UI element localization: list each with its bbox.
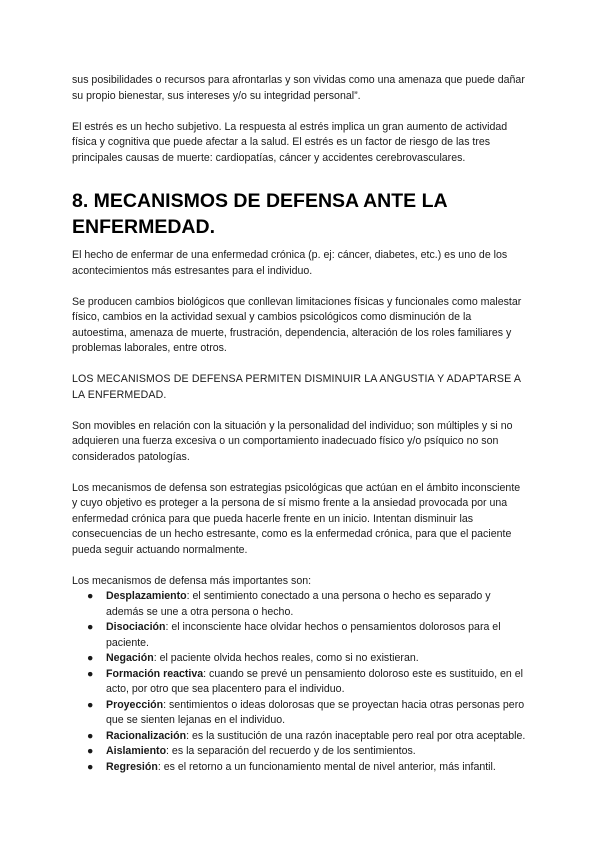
list-item	[87, 651, 528, 667]
paragraph-changes: Se producen cambios biológicos que conllevan limitaciones físicas y funcionales como malestar físico, cambios en la actividad sexual y cambios psicológicos como disminución de la autoestima, amenaza de muerte, frustración, dependencia, alteración de los roles familiares y problemas laborales, entre otros.	[72, 295, 522, 354]
paragraph-movable: Son movibles en relación con la situación y la personalidad del individuo; son múltiples y si no adquieren una fuerza excesiva o un comportamiento inadecuado físico y/o psíquico no son considerados patologías.	[72, 419, 513, 463]
paragraph-stress-definition-end: sus posibilidades o recursos para afrontarlas y son vividas como una amenaza que puede dañar su propio bienestar, sus intereses y/o su integridad personal”.	[72, 74, 525, 102]
list-item-term: Formación reactiva	[106, 667, 204, 680]
list-item	[87, 589, 528, 620]
bullet-icon: ●	[87, 760, 94, 773]
list-item-description: : cuando se prevé un pensamiento doloroso este es sustituido, en el acto, por otro que sea placentero para el individuo.	[106, 667, 523, 695]
list-intro: Los mecanismos de defensa más importantes son:	[72, 574, 312, 587]
list-item-term: Proyección	[106, 698, 164, 711]
list-item-description: : el sentimiento conectado a una persona o hecho es separado y además se une a otra persona o hecho.	[106, 590, 491, 618]
list-item-description: : es el retorno a un funcionamiento mental de nivel anterior, más infantil.	[157, 760, 496, 773]
list-item-term: Racionalización	[106, 729, 187, 742]
defense-mechanisms-list	[72, 589, 528, 775]
list-item-description: : el paciente olvida hechos reales, como si no existieran.	[153, 652, 419, 664]
bullet-icon: ●	[87, 729, 94, 742]
paragraph-stress-subjective: El estrés es un hecho subjetivo. La respuesta al estrés implica un gran aumento de actividad física y cognitiva que puede afectar a la salud. El estrés es un factor de riesgo de las tres principales causas de muerte: cardiopatías, cáncer y accidentes cerebrovasculares.	[72, 120, 508, 164]
section-heading: 8. MECANISMOS DE DEFENSA ANTE LA ENFERMEDAD.	[72, 190, 447, 238]
list-item-term: Disociación	[106, 621, 166, 633]
bullet-icon: ●	[87, 621, 94, 633]
page-content	[72, 73, 528, 775]
list-item-term: Desplazamiento	[106, 590, 187, 602]
list-item-term: Negación	[106, 652, 154, 664]
paragraph-strategies: Los mecanismos de defensa son estrategias psicológicas que actúan en el ámbito inconsciente y cuyo objetivo es proteger a la persona de sí mismo frente a la ansiedad provocada por una enfermedad crónica para que pueda hacerle frente en un inicio. Intentan disminuir las consecuencias de un hecho estresante, como es la enfermedad crónica, para que el paciente pueda seguir actuando normalmente.	[72, 481, 521, 556]
bullet-icon: ●	[87, 652, 94, 664]
list-item-description: : es la separación del recuerdo y de los sentimientos.	[166, 745, 416, 757]
list-item	[87, 729, 528, 745]
list-item	[87, 760, 528, 776]
list-item	[87, 698, 528, 729]
list-item	[87, 744, 528, 760]
paragraph-defense-summary: LOS MECANISMOS DE DEFENSA PERMITEN DISMINUIR LA ANGUSTIA Y ADAPTARSE A LA ENFERMEDAD.	[72, 373, 521, 401]
list-item-term: Regresión	[106, 760, 158, 773]
bullet-icon: ●	[87, 698, 94, 711]
list-item-description: : sentimientos o ideas dolorosas que se proyectan hacia otras personas pero que se sienten lejanas en el individuo.	[106, 698, 525, 726]
list-item	[87, 620, 528, 651]
list-item-description: : el inconsciente hace olvidar hechos o pensamientos dolorosos para el paciente.	[106, 621, 501, 649]
bullet-icon: ●	[87, 667, 94, 680]
bullet-icon: ●	[87, 745, 94, 757]
list-item	[87, 667, 528, 698]
list-item-description: : es la sustitución de una razón inaceptable pero real por otra aceptable.	[186, 729, 526, 742]
paragraph-chronic-illness: El hecho de enfermar de una enfermedad crónica (p. ej: cáncer, diabetes, etc.) es uno de los acontecimientos más estresantes para el individuo.	[72, 249, 508, 277]
bullet-icon: ●	[87, 590, 94, 602]
list-item-term: Aislamiento	[106, 745, 167, 757]
